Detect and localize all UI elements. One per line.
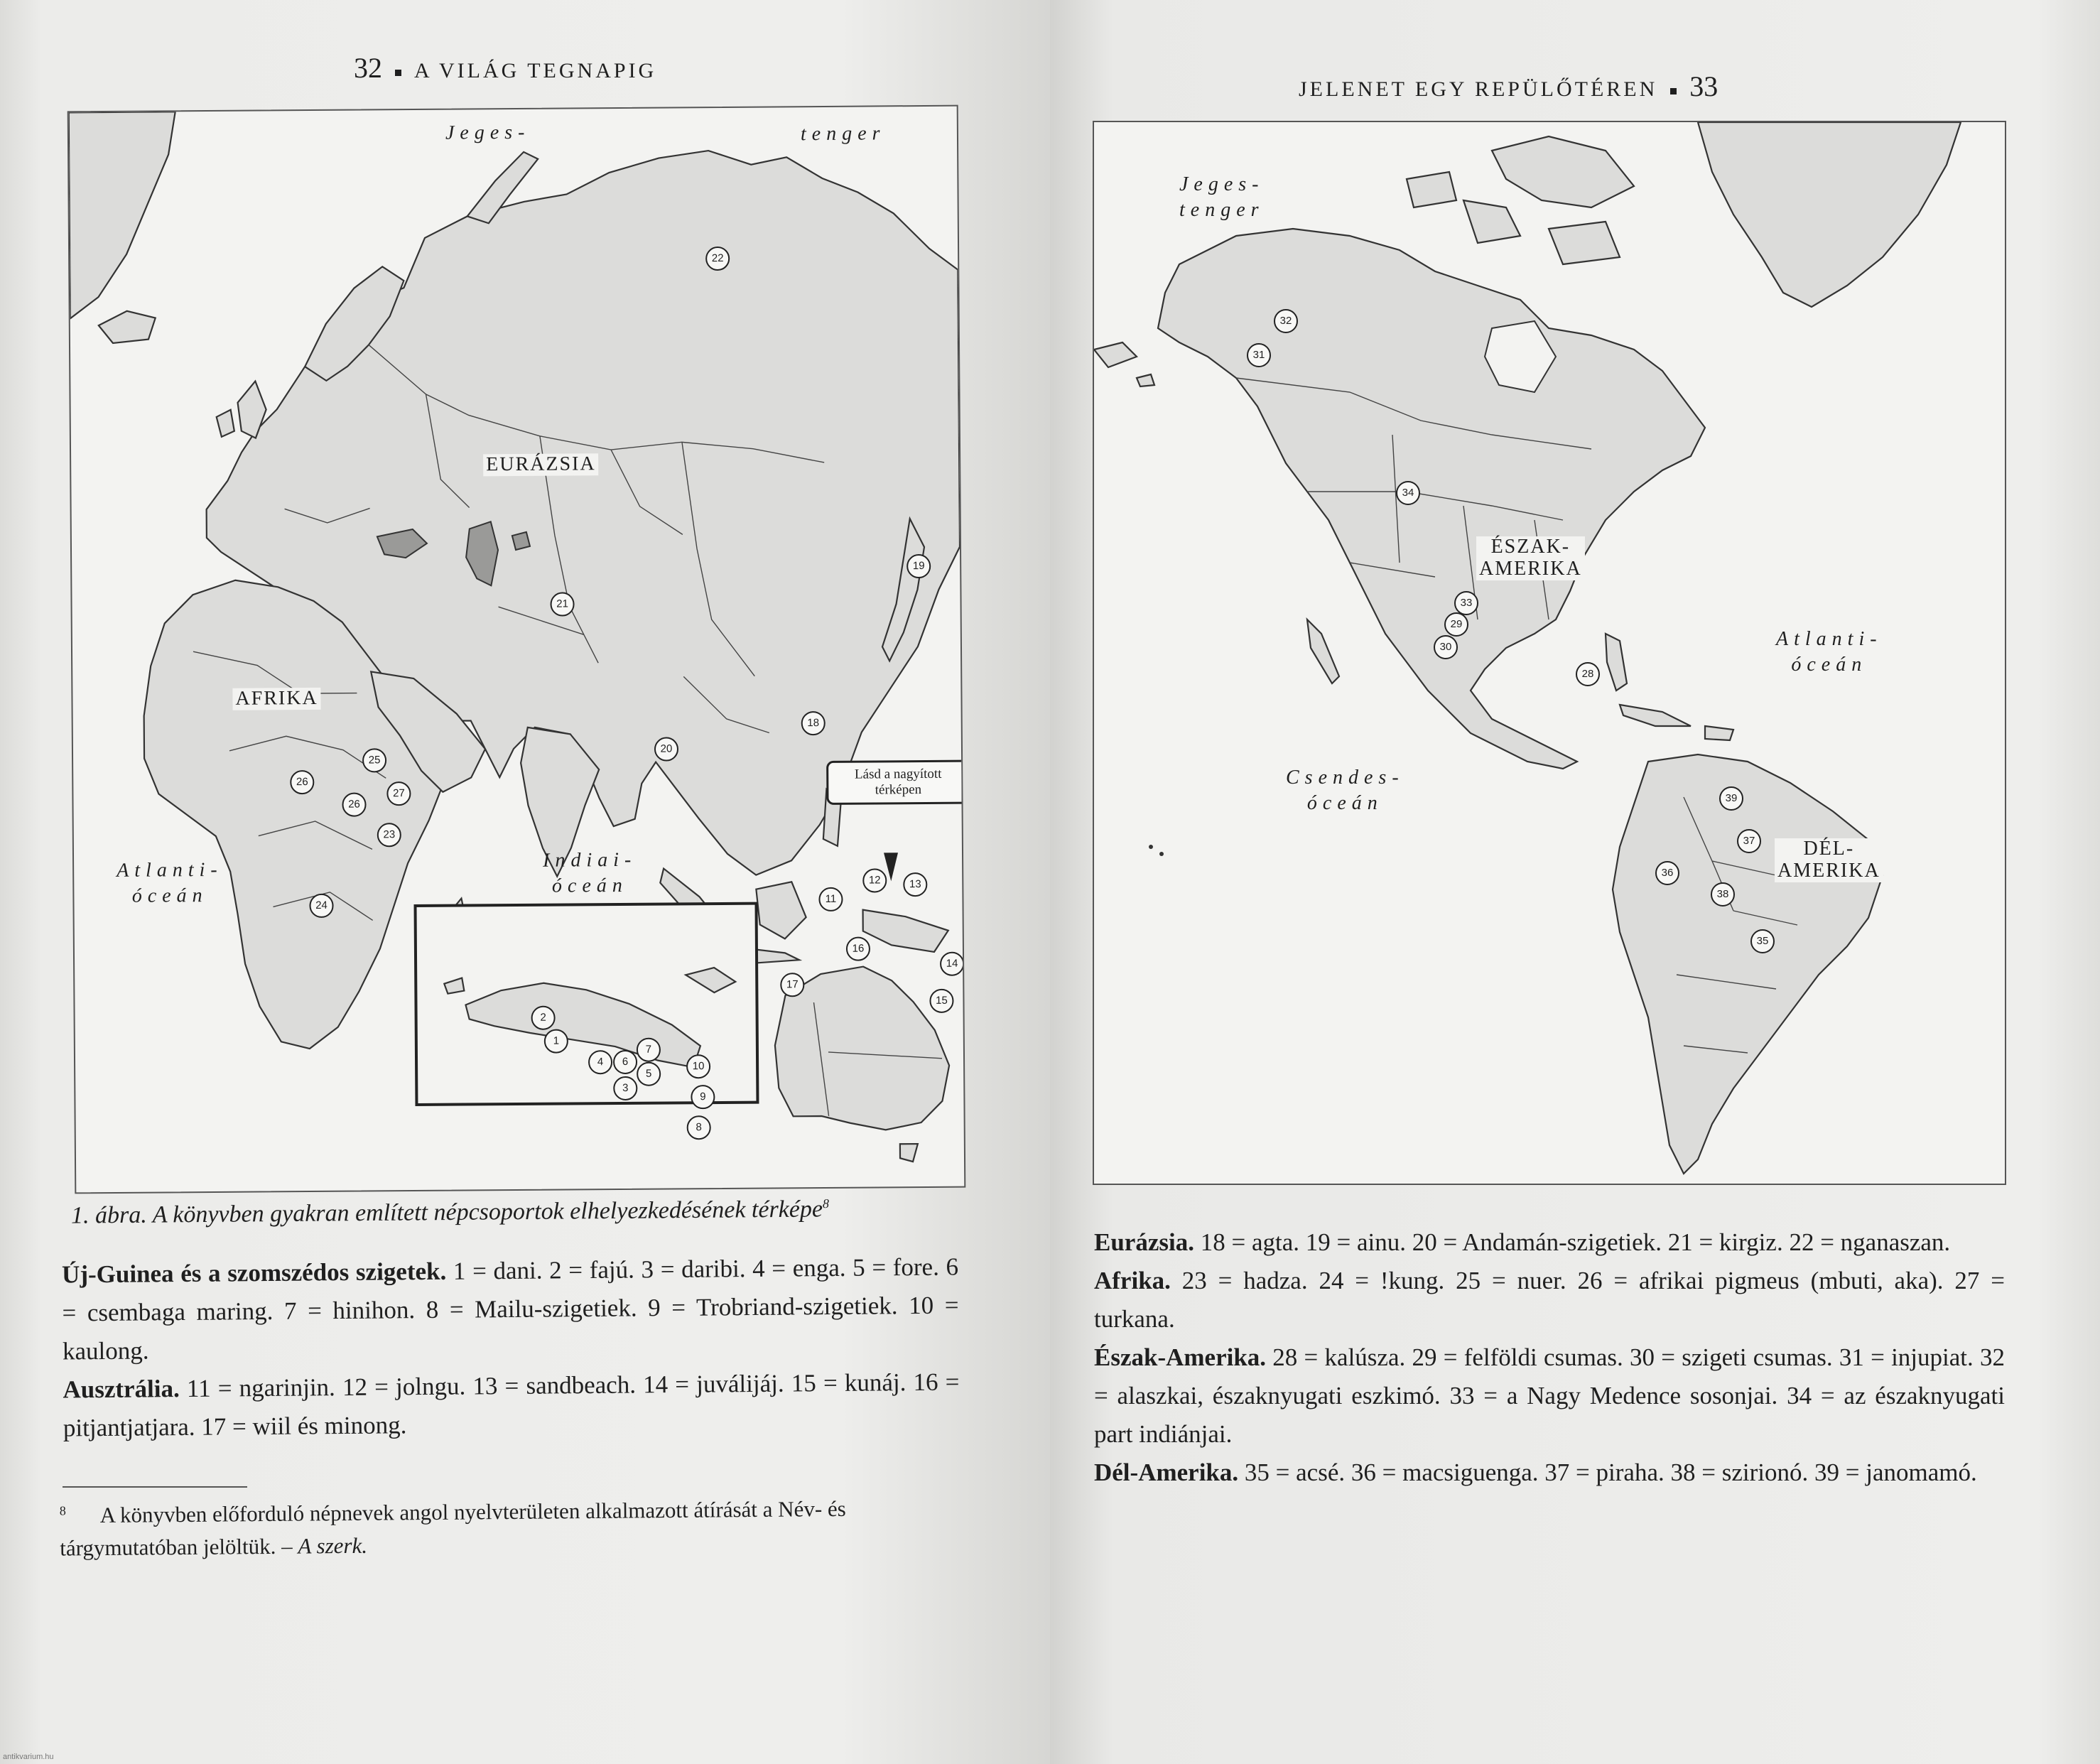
watermark: antikvarium.hu xyxy=(3,1753,54,1761)
left-legend xyxy=(62,1248,960,1447)
caption-footnote-ref: 8 xyxy=(822,1196,830,1211)
old-world-map xyxy=(67,105,966,1194)
bullet-icon xyxy=(1670,88,1677,94)
pacific-line2: óceán xyxy=(1306,792,1383,815)
atlantic-line1: Atlanti- xyxy=(117,858,223,882)
right-running-head xyxy=(1299,70,1718,103)
eurasia-label: EURÁZSIA xyxy=(483,453,599,476)
legend-region: Új-Guinea és a szomszédos szigetek. xyxy=(61,1257,447,1289)
map-marker: 24 xyxy=(309,894,333,918)
map-marker: 33 xyxy=(1454,591,1478,615)
arctic-ocean-label-right: tenger xyxy=(800,122,886,146)
baja-california xyxy=(1307,619,1339,683)
page-number: 33 xyxy=(1689,70,1719,102)
inset-marker: 1 xyxy=(544,1029,568,1054)
map-marker: 17 xyxy=(780,973,804,997)
legend-entry xyxy=(62,1248,959,1370)
legend-region: Eurázsia. xyxy=(1094,1228,1194,1256)
africa-label: AFRIKA xyxy=(232,688,320,710)
arctic-ocean-label-left: Jeges- xyxy=(445,121,531,144)
old-world-map-drawing xyxy=(69,107,965,1193)
atlantic-line2: óceán xyxy=(1791,654,1868,676)
chapter-title: JELENET EGY REPÜLŐTÉREN xyxy=(1299,77,1658,101)
map-marker: 30 xyxy=(1434,635,1458,659)
cuba xyxy=(1620,705,1691,726)
pacific-line1: Csendes- xyxy=(1286,767,1404,789)
map-marker: 20 xyxy=(654,737,678,761)
map-marker: 23 xyxy=(377,823,401,847)
map-marker: 16 xyxy=(846,937,870,961)
south-america-label xyxy=(1775,838,1883,882)
legend-text: 35 = acsé. 36 = macsiguenga. 37 = piraha. 38 = szirionó. 39 = janomamó. xyxy=(1238,1459,1977,1486)
right-legend xyxy=(1094,1223,2005,1492)
map-marker: 15 xyxy=(929,989,953,1013)
map-marker: 11 xyxy=(818,887,843,911)
map-marker: 31 xyxy=(1247,343,1271,367)
right-page xyxy=(1050,0,2100,1764)
inset-marker: 4 xyxy=(588,1050,612,1074)
legend-text: 18 = agta. 19 = ainu. 20 = Andamán-szigetiek. 21 = kirgiz. 22 = nganaszan. xyxy=(1194,1228,1951,1256)
map-marker: 37 xyxy=(1737,829,1761,853)
caption-text: 1. ábra. A könyvben gyakran említett népcsoportok elhelyezkedésének térképe xyxy=(70,1196,823,1229)
legend-text: 28 = kalúsza. 29 = felföldi csumas. 30 = szigeti csumas. 31 = injupiat. 32 = alaszkai, északnyugati eszkimó. 33 = a Nagy Medence sosonjai. 34 = az északnyugati part indiánjai. xyxy=(1094,1343,2005,1448)
legend-entry xyxy=(63,1363,960,1447)
inset-marker: 10 xyxy=(686,1054,710,1078)
legend-region: Észak-Amerika. xyxy=(1094,1343,1267,1371)
legend-region: Afrika. xyxy=(1094,1267,1171,1294)
legend-region: Dél-Amerika. xyxy=(1094,1459,1239,1486)
arctic-islands xyxy=(1407,136,1634,264)
legend-entry xyxy=(1094,1454,2005,1492)
footnote-mark: 8 xyxy=(59,1503,66,1518)
new-world-map xyxy=(1093,121,2006,1185)
arctic-ocean-label xyxy=(1179,172,1265,224)
atlantic-line1: Atlanti- xyxy=(1776,628,1883,650)
pacific-ocean-label xyxy=(1286,765,1404,817)
atlantic-ocean-label xyxy=(117,857,223,910)
map-marker: 36 xyxy=(1655,861,1679,885)
map-marker: 26 xyxy=(290,770,314,794)
south-america-line2: AMERIKA xyxy=(1777,859,1880,882)
map-marker: 26 xyxy=(342,792,366,816)
map-marker: 38 xyxy=(1711,882,1735,907)
bullet-icon xyxy=(395,70,401,76)
legend-entry xyxy=(1094,1262,2005,1338)
page-number: 32 xyxy=(354,52,382,84)
left-running-head xyxy=(354,51,656,85)
aral-sea xyxy=(512,532,530,550)
new-guinea xyxy=(863,909,948,953)
north-america-line1: ÉSZAK- xyxy=(1490,536,1571,558)
enlarged-map-callout xyxy=(826,760,965,805)
ireland xyxy=(217,410,234,437)
legend-entry xyxy=(1094,1223,2005,1262)
aleutians xyxy=(1094,342,1154,386)
map-marker: 12 xyxy=(862,868,887,892)
hispaniola xyxy=(1705,726,1733,740)
tasmania xyxy=(900,1144,918,1162)
north-america-landmass xyxy=(1158,229,1705,769)
map-marker: 34 xyxy=(1396,481,1420,505)
map-marker: 27 xyxy=(386,781,411,806)
footnote xyxy=(60,1486,961,1564)
legend-entry xyxy=(1094,1338,2005,1454)
map-marker: 32 xyxy=(1274,309,1298,333)
inset-marker: 7 xyxy=(637,1038,661,1062)
callout-line2: térképen xyxy=(875,781,922,798)
north-america-label xyxy=(1476,536,1585,580)
greenland-edge xyxy=(69,112,177,318)
chapter-title: A VILÁG TEGNAPIG xyxy=(414,59,657,82)
legend-text: 1 = dani. 2 = fajú. 3 = daribi. 4 = enga. 5 = fore. 6 = csembaga maring. 7 = hinihon. 8 = Mailu-szigetiek. 9 = Trobriand-szigetiek. 10 = kaulong. xyxy=(62,1252,959,1365)
atlantic-ocean-label xyxy=(1776,627,1883,678)
borneo xyxy=(756,882,806,938)
footnote-rule xyxy=(63,1486,247,1488)
south-america-line1: DÉL- xyxy=(1803,838,1855,860)
inset-marker: 3 xyxy=(613,1076,637,1100)
indian-line1: Indiai- xyxy=(542,848,637,872)
south-america-landmass xyxy=(1613,754,1883,1174)
footnote-text: A könyvben előforduló népnevek angol nyelvterületen alkalmazott átírását a Név- és tárgymutatóban jelöltük. – xyxy=(60,1496,846,1561)
map-marker: 39 xyxy=(1719,786,1743,811)
iceland xyxy=(99,311,156,344)
indian-ocean-label xyxy=(543,848,637,900)
florida xyxy=(1606,634,1627,691)
arctic-line1: Jeges- xyxy=(1179,173,1265,195)
legend-region: Ausztrália. xyxy=(63,1375,180,1404)
map-marker: 14 xyxy=(940,952,964,976)
map-marker: 35 xyxy=(1750,929,1775,953)
map-marker: 18 xyxy=(801,711,826,735)
map-marker: 28 xyxy=(1576,662,1600,686)
inset-marker: 6 xyxy=(613,1050,637,1074)
indian-line2: óceán xyxy=(551,875,628,898)
footnote-editor: A szerk. xyxy=(298,1533,368,1559)
atlantic-line2: óceán xyxy=(131,884,208,908)
map-marker: 22 xyxy=(705,247,730,271)
inset-marker: 9 xyxy=(691,1085,715,1109)
inset-marker: 2 xyxy=(531,1006,556,1030)
hawaii-dot xyxy=(1149,845,1153,849)
legend-text: 11 = ngarinjin. 12 = jolngu. 13 = sandbeach. 14 = juválijáj. 15 = kunáj. 16 = pitjantjatjara. 17 = wiil és minong. xyxy=(63,1368,960,1442)
greenland xyxy=(1698,122,1961,307)
figure-caption xyxy=(71,1196,829,1229)
inset-marker: 8 xyxy=(687,1115,711,1140)
map-marker: 19 xyxy=(906,554,931,578)
map-marker: 21 xyxy=(550,592,574,616)
map-marker: 13 xyxy=(903,872,927,897)
map-marker: 29 xyxy=(1444,612,1468,637)
north-america-line2: AMERIKA xyxy=(1479,557,1582,580)
legend-text: 23 = hadza. 24 = !kung. 25 = nuer. 26 = afrikai pigmeus (mbuti, aka). 27 = turkana. xyxy=(1094,1267,2005,1333)
hawaii-dot xyxy=(1159,852,1164,856)
inset-marker: 5 xyxy=(637,1062,661,1086)
callout-line1: Lásd a nagyított xyxy=(854,766,942,782)
map-marker: 25 xyxy=(362,748,386,772)
arctic-line2: tenger xyxy=(1179,199,1265,222)
